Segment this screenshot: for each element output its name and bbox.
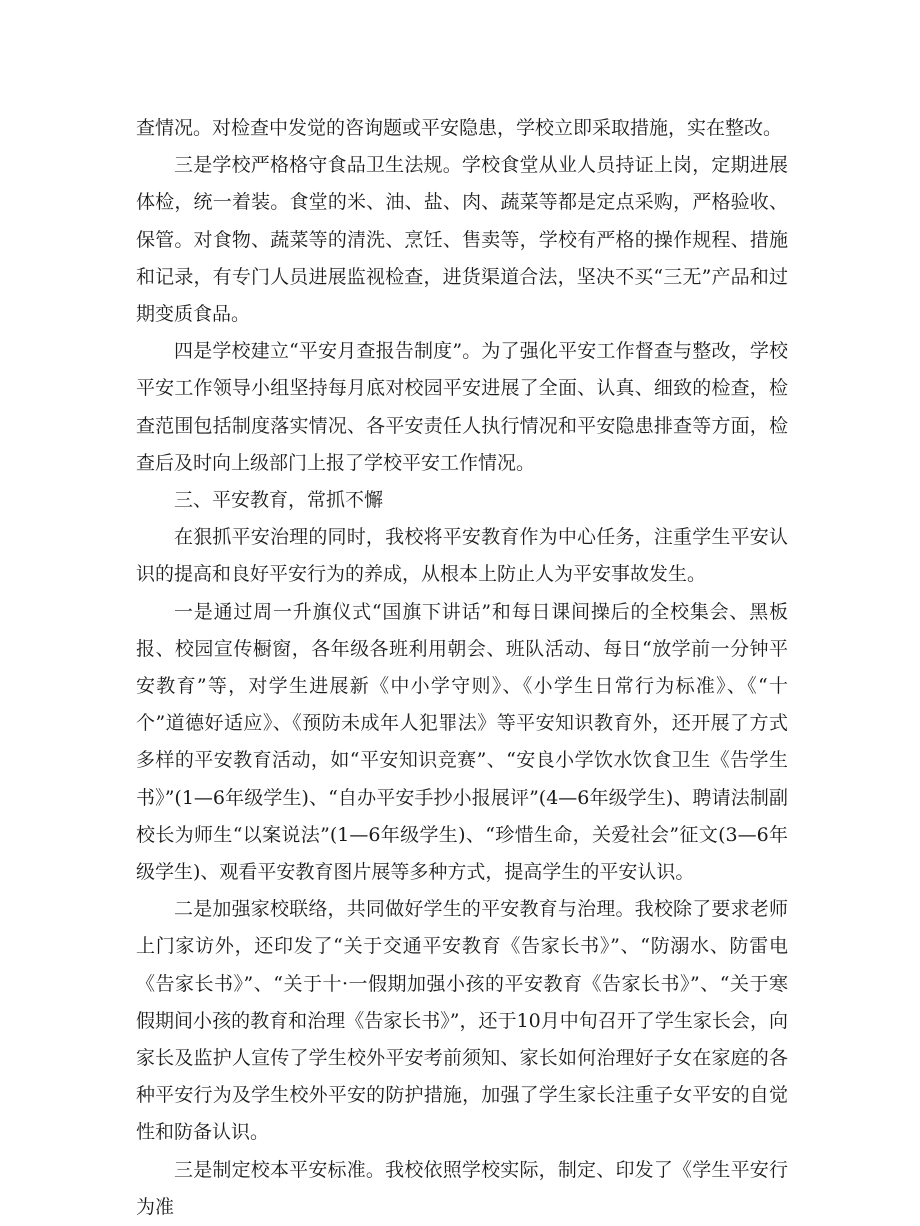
section-heading-safety-education: 三、平安教育，常抓不懈 bbox=[174, 489, 384, 512]
paragraph-home-school-contact: 二是加强家校联络，共同做好学生的平安教育与治理。我校除了要求老师上门家访外，还印发了“关于交通平安教育《告家长书》”、“防溺水、防雷电《告家长书》”、“关于十·一假期加强小孩的平安教育《告家长书》”、“关于寒假期间小孩的教育和治理《告家长书》”，还于10月中旬召开了学生家长会，向家长及监护人宣传了学生校外平安考前须知、家长如何治理好子女在家庭的各种平安行为及学生校外平安的防护措施，加强了学生家长注重子女平安的自觉性和防备认识。 bbox=[136, 898, 788, 1144]
paragraph-school-standards: 三是制定校本平安标准。我校依照学校实际，制定、印发了《学生平安行为准 bbox=[136, 1158, 788, 1218]
paragraph-inspection-continuation: 查情况。对检查中发觉的咨询题或平安隐患，学校立即采取措施，实在整改。 bbox=[136, 117, 783, 139]
paragraph-education-intro: 在狠抓平安治理的同时，我校将平安教育作为中心任务，注重学生平安认识的提高和良好平安行为的养成，从根本上防止人为平安事故发生。 bbox=[136, 526, 788, 586]
document-body bbox=[136, 110, 788, 1226]
paragraph-education-activities: 一是通过周一升旗仪式“国旗下讲话”和每日课间操后的全校集会、黑板报、校园宣传橱窗，各年级各班利用朝会、班队活动、每日“放学前一分钟平安教育”等，对学生进展新《中小学守则》、《小学生日常行为标准》、《“十个”道德好适应》、《预防未成年人犯罪法》等平安知识教育外，还开展了方式多样的平安教育活动，如“平安知识竞赛”、“安良小学饮水饮食卫生《告学生书》”(1—6年级学生)、“自办平安手抄小报展评”(4—6年级学生)、聘请法制副校长为师生“以案说法”(1—6年级学生)、“珍惜生命，关爱社会”征文(3—6年级学生)、观看平安教育图片展等多种方式，提高学生的平安认识。 bbox=[136, 600, 788, 884]
paragraph-monthly-inspection: 四是学校建立“平安月查报告制度”。为了强化平安工作督查与整改，学校平安工作领导小组坚持每月底对校园平安进展了全面、认真、细致的检查，检查范围包括制度落实情况、各平安责任人执行情况和平安隐患排查等方面，检查后及时向上级部门上报了学校平安工作情况。 bbox=[136, 340, 788, 474]
paragraph-food-hygiene: 三是学校严格格守食品卫生法规。学校食堂从业人员持证上岗，定期进展体检，统一着装。食堂的米、油、盐、肉、蔬菜等都是定点采购，严格验收、保管。对食物、蔬菜等的清洗、烹饪、售卖等，学校有严格的操作规程、措施和记录，有专门人员进展监视检查，进货渠道合法，坚决不买“三无”产品和过期变质食品。 bbox=[136, 154, 788, 326]
